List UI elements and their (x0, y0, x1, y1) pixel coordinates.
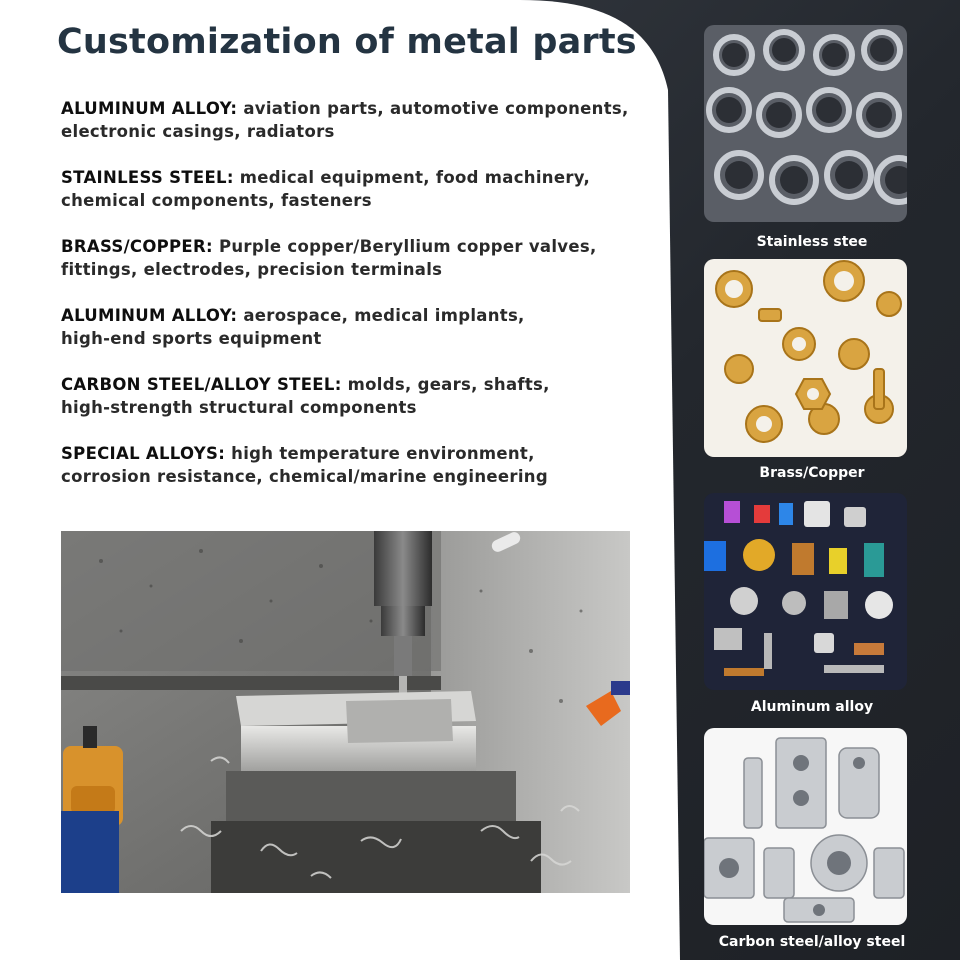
material-uses: aerospace, medical implants, (243, 306, 525, 325)
aluminum-alloy-image (704, 493, 907, 690)
material-uses: high temperature environment, (231, 444, 535, 463)
gallery-card-aluminum (704, 493, 907, 690)
material-uses-cont: electronic casings, radiators (61, 122, 335, 141)
material-item (61, 373, 661, 419)
material-uses: molds, gears, shafts, (347, 375, 550, 394)
gallery-card-brass (704, 259, 907, 457)
material-uses-cont: high-strength structural components (61, 398, 417, 417)
caption-aluminum: Aluminum alloy (750, 699, 874, 715)
material-item (61, 97, 661, 143)
caption-brass: Brass/Copper (759, 465, 865, 481)
material-item (61, 166, 661, 212)
carbon-steel-image (704, 728, 907, 925)
stainless-steel-image (704, 25, 907, 222)
material-uses-cont: high-end sports equipment (61, 329, 322, 348)
material-item (61, 235, 661, 281)
cnc-machine-photo (61, 531, 630, 893)
material-name: CARBON STEEL/ALLOY STEEL: (61, 375, 342, 394)
brass-copper-image (704, 259, 907, 457)
gallery-card-stainless (704, 25, 907, 222)
material-uses: aviation parts, automotive components, (243, 99, 629, 118)
material-name: BRASS/COPPER: (61, 237, 213, 256)
materials-list (61, 97, 661, 511)
material-name: ALUMINUM ALLOY: (61, 306, 238, 325)
page-title: Customization of metal parts (57, 22, 637, 62)
material-uses: Purple copper/Beryllium copper valves, (218, 237, 597, 256)
material-item (61, 442, 661, 488)
material-name: SPECIAL ALLOYS: (61, 444, 226, 463)
gallery-card-carbon (704, 728, 907, 925)
material-uses-cont: chemical components, fasteners (61, 191, 372, 210)
material-name: ALUMINUM ALLOY: (61, 99, 238, 118)
caption-carbon: Carbon steel/alloy steel (718, 934, 906, 950)
material-uses-cont: fittings, electrodes, precision terminals (61, 260, 443, 279)
material-uses: medical equipment, food machinery, (239, 168, 591, 187)
caption-stainless: Stainless stee (756, 234, 868, 250)
material-uses-cont: corrosion resistance, chemical/marine engineering (61, 467, 548, 486)
material-item (61, 304, 661, 350)
material-name: STAINLESS STEEL: (61, 168, 234, 187)
